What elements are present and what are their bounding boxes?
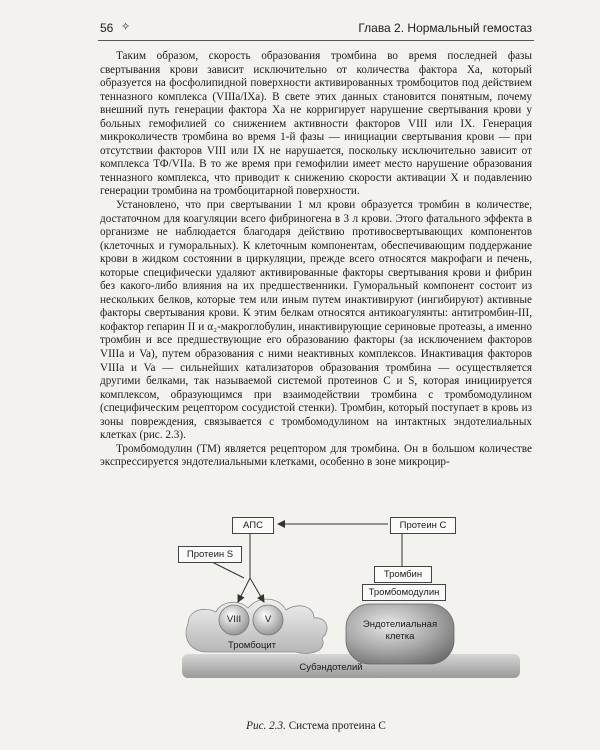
protein-c-label: Протеин С — [390, 517, 456, 534]
figure-protein-c-system — [168, 506, 528, 698]
paragraph: Установлено, что при свертывании 1 мл крови образуется тромбин в количестве, достаточном для коагуляции всего фибриногена в 3 л крови. Этого фатального эффекта в организме не наблюдается благодаря действию противосвертывающих компонентов (клеточных и гуморальных). К клеточным компонентам, обеспечивающим поддержание крови в жидком состоянии в циркуляции, прежде всего относятся макрофаги и печень, которые специфически удаляют активированные факторы свертывания крови и фибрин без какого-либо влияния на их предшественники. Гуморальный компонент состоит из нескольких белков, которые тем или иным путем инактивируют (ингибируют) активные факторы свертывания крови. К этим белкам относятся антикоагулянты: антитромбин-III, кофактор гепарин II и α₂-макроглобулин, инактивирующие сериновые протеазы, а именно тромбин и все предшествующие его образованию факторы (за исключением факторов VIIIa и Va), путем образования с ними неактивных комплексов. Инактивация факторов VIIIa и Va — сильнейших катализаторов образования тромбина — осуществляется другими белками, так называемой системой протеинов С и S, которая инициируется комплексом, образующимся при взаимодействии тромбина с тромбомодулином (специфическим рецептором сосудистой стенки). Тромбин, который поступает в кровь из зоны повреждения, связывается с тромбомодулином на интактных эндотелиальных клетках (рис. 2.3). — [100, 199, 532, 442]
chapter-title: Глава 2. Нормальный гемостаз — [358, 21, 532, 35]
arrow-to-v — [250, 578, 264, 602]
thrombin-label: Тромбин — [374, 566, 432, 583]
protein-s-label: Протеин S — [178, 546, 242, 563]
caption-number: Рис. 2.3. — [246, 720, 286, 732]
arrow-to-viii — [238, 578, 250, 602]
viii-label: VIII — [226, 614, 242, 625]
caption-text: Система протеина С — [288, 720, 386, 732]
paragraph: Тромбомодулин (ТМ) является рецептором для тромбина. Он в большом количестве экспрессируется эндотелиальными клетками, особенно в зоне микроцир- — [100, 442, 532, 469]
paragraph: Таким образом, скорость образования тромбина во время последней фазы свертывания крови зависит исключительно от количества фактора Ха, который образуется на фосфолипидной поверхности активированных тромбоцитов под действием тенназного комплекса (VIIIa/IXa). В свете этих данных становится понятным, почему внешний путь генерации фактора Ха не корригирует нарушение свертывания крови у больных гемофилией со снижением активности факторов VIII или IX. Генерация микроколичеств тромбина во время 1-й фазы — инициации свертывания крови — при отсутствии факторов VIII или IX не нарушается, поскольку исключительно зависит от комплекса ТФ/VIIа. В то же время при гемофилии имеет место нарушение образования тенназного комплекса, что приводит к снижению скорости активации X и подавлению генерации тромбина на тромбоцитарной поверхности. — [100, 50, 532, 198]
v-label: V — [264, 614, 272, 625]
aps-label: АПС — [232, 517, 274, 534]
body-text — [100, 50, 532, 470]
platelet-label: Тромбоцит — [227, 640, 277, 651]
thrombomodulin-label: Тромбомодулин — [362, 584, 446, 601]
page-number: 56 — [100, 21, 114, 35]
subendothelium-label: Субэндотелий — [299, 662, 363, 673]
figure-caption — [100, 720, 532, 732]
running-header — [98, 18, 534, 41]
diamond-ornament-icon: ✧ — [121, 21, 131, 33]
endothelial-cell-label: Эндотелиальная клетка — [362, 619, 438, 642]
